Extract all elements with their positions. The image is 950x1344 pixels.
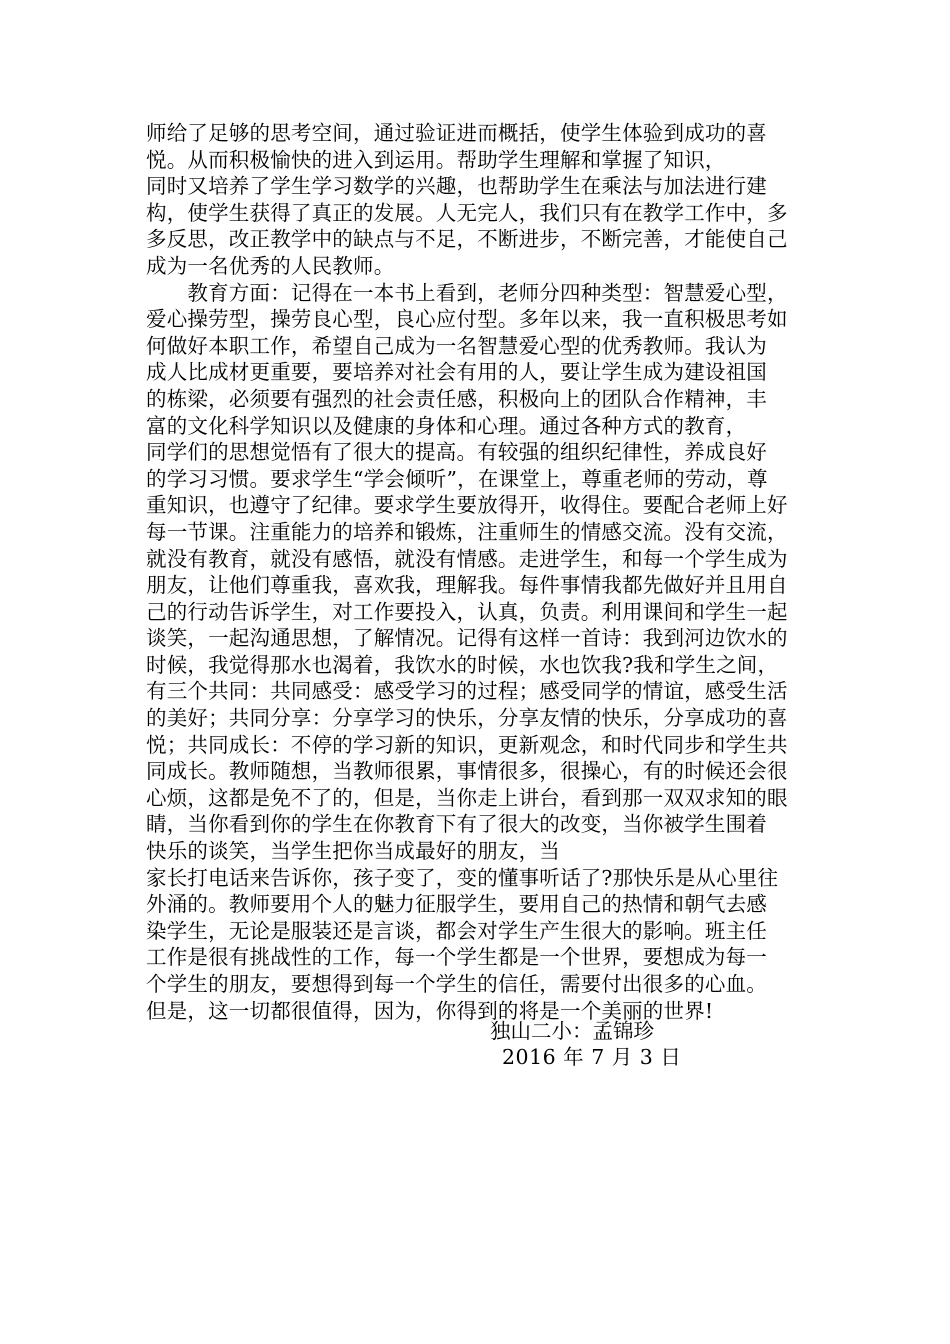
text-line: 成为一名优秀的人民教师。 [146, 253, 395, 278]
text-line: 心烦，这都是免不了的，但是，当你走上讲台，看到那一双双求知的眼 [146, 785, 788, 810]
text-line: 重知识，也遵守了纪律。要求学生要放得开，收得住。要配合老师上好 [146, 493, 788, 518]
text-line: 教育方面：记得在一本书上看到，老师分四种类型：智慧爱心型， [146, 280, 788, 305]
text-line: 睛，当你看到你的学生在你教育下有了很大的改变，当你被学生围着 [146, 812, 767, 837]
text-line: 的美好；共同分享：分享学习的快乐，分享友情的快乐，分享成功的喜 [146, 706, 788, 731]
signature-author: 独山二小：孟锦珍 [490, 1019, 654, 1043]
document-body [146, 120, 810, 1024]
text-line: 悦；共同成长：不停的学习新的知识，更新观念，和时代同步和学生共 [146, 732, 788, 757]
text-line: 爱心操劳型，操劳良心型，良心应付型。多年以来，我一直积极思考如 [146, 307, 788, 332]
text-line: 同学们的思想觉悟有了很大的提高。有较强的组织纪律性，养成良好 [146, 440, 767, 465]
text-line: 成人比成材更重要，要培养对社会有用的人，要让学生成为建设祖国 [146, 360, 767, 385]
text-line: 家长打电话来告诉你，孩子变了，变的懂事听话了?那快乐是从心里往 [146, 865, 779, 890]
text-line: 外涌的。教师要用个人的魅力征服学生，要用自己的热情和朝气去感 [146, 892, 767, 917]
text-line: 己的行动告诉学生，对工作要投入，认真，负责。利用课间和学生一起 [146, 599, 788, 624]
text-line: 快乐的谈笑，当学生把你当成最好的朋友，当 [146, 839, 560, 864]
text-line: 就没有教育，就没有感悟，就没有情感。走进学生，和每一个学生成为 [146, 546, 788, 571]
text-line: 但是，这一切都很值得，因为，你得到的将是一个美丽的世界! [146, 998, 714, 1023]
text-line: 的栋梁，必须要有强烈的社会责任感，积极向上的团队合作精神，丰 [146, 386, 767, 411]
text-line: 何做好本职工作，希望自己成为一名智慧爱心型的优秀教师。我认为 [146, 333, 767, 358]
text-line: 谈笑，一起沟通思想，了解情况。记得有这样一首诗：我到河边饮水的 [146, 626, 788, 651]
text-line: 同成长。教师随想，当教师很累，事情很多，很操心，有的时候还会很 [146, 759, 788, 784]
text-line: 构，使学生获得了真正的发展。人无完人，我们只有在教学工作中，多 [146, 200, 788, 225]
text-line: 有三个共同：共同感受：感受学习的过程；感受同学的情谊，感受生活 [146, 679, 788, 704]
text-line: 师给了足够的思考空间，通过验证进而概括，使学生体验到成功的喜 [146, 121, 767, 145]
text-line: 悦。从而积极愉快的进入到运用。帮助学生理解和掌握了知识， [146, 147, 726, 172]
text-line: 同时又培养了学生学习数学的兴趣，也帮助学生在乘法与加法进行建 [146, 174, 767, 199]
text-line: 染学生，无论是服装还是言谈，都会对学生产生很大的影响。班主任 [146, 918, 767, 943]
text-line: 朋友，让他们尊重我，喜欢我，理解我。每件事情我都先做好并且用自 [146, 573, 788, 598]
text-line: 的学习习惯。要求学生“学会倾听”，在课堂上，尊重老师的劳动，尊 [146, 466, 768, 491]
signature-block [490, 1018, 730, 1070]
text-line: 工作是很有挑战性的工作，每一个学生都是一个世界，要想成为每一 [146, 945, 767, 970]
text-line: 个学生的朋友，要想得到每一个学生的信任，需要付出很多的心血。 [146, 972, 767, 996]
signature-date: 2016 年 7 月 3 日 [502, 1045, 682, 1069]
text-line: 每一节课。注重能力的培养和锻炼，注重师生的情感交流。没有交流， [146, 519, 788, 544]
text-line: 富的文化科学知识以及健康的身体和心理。通过各种方式的教育， [146, 413, 747, 438]
text-line: 时候，我觉得那水也渴着，我饮水的时候，水也饮我?我和学生之间， [146, 652, 779, 677]
text-line: 多反思，改正教学中的缺点与不足，不断进步，不断完善，才能使自己 [146, 227, 788, 252]
